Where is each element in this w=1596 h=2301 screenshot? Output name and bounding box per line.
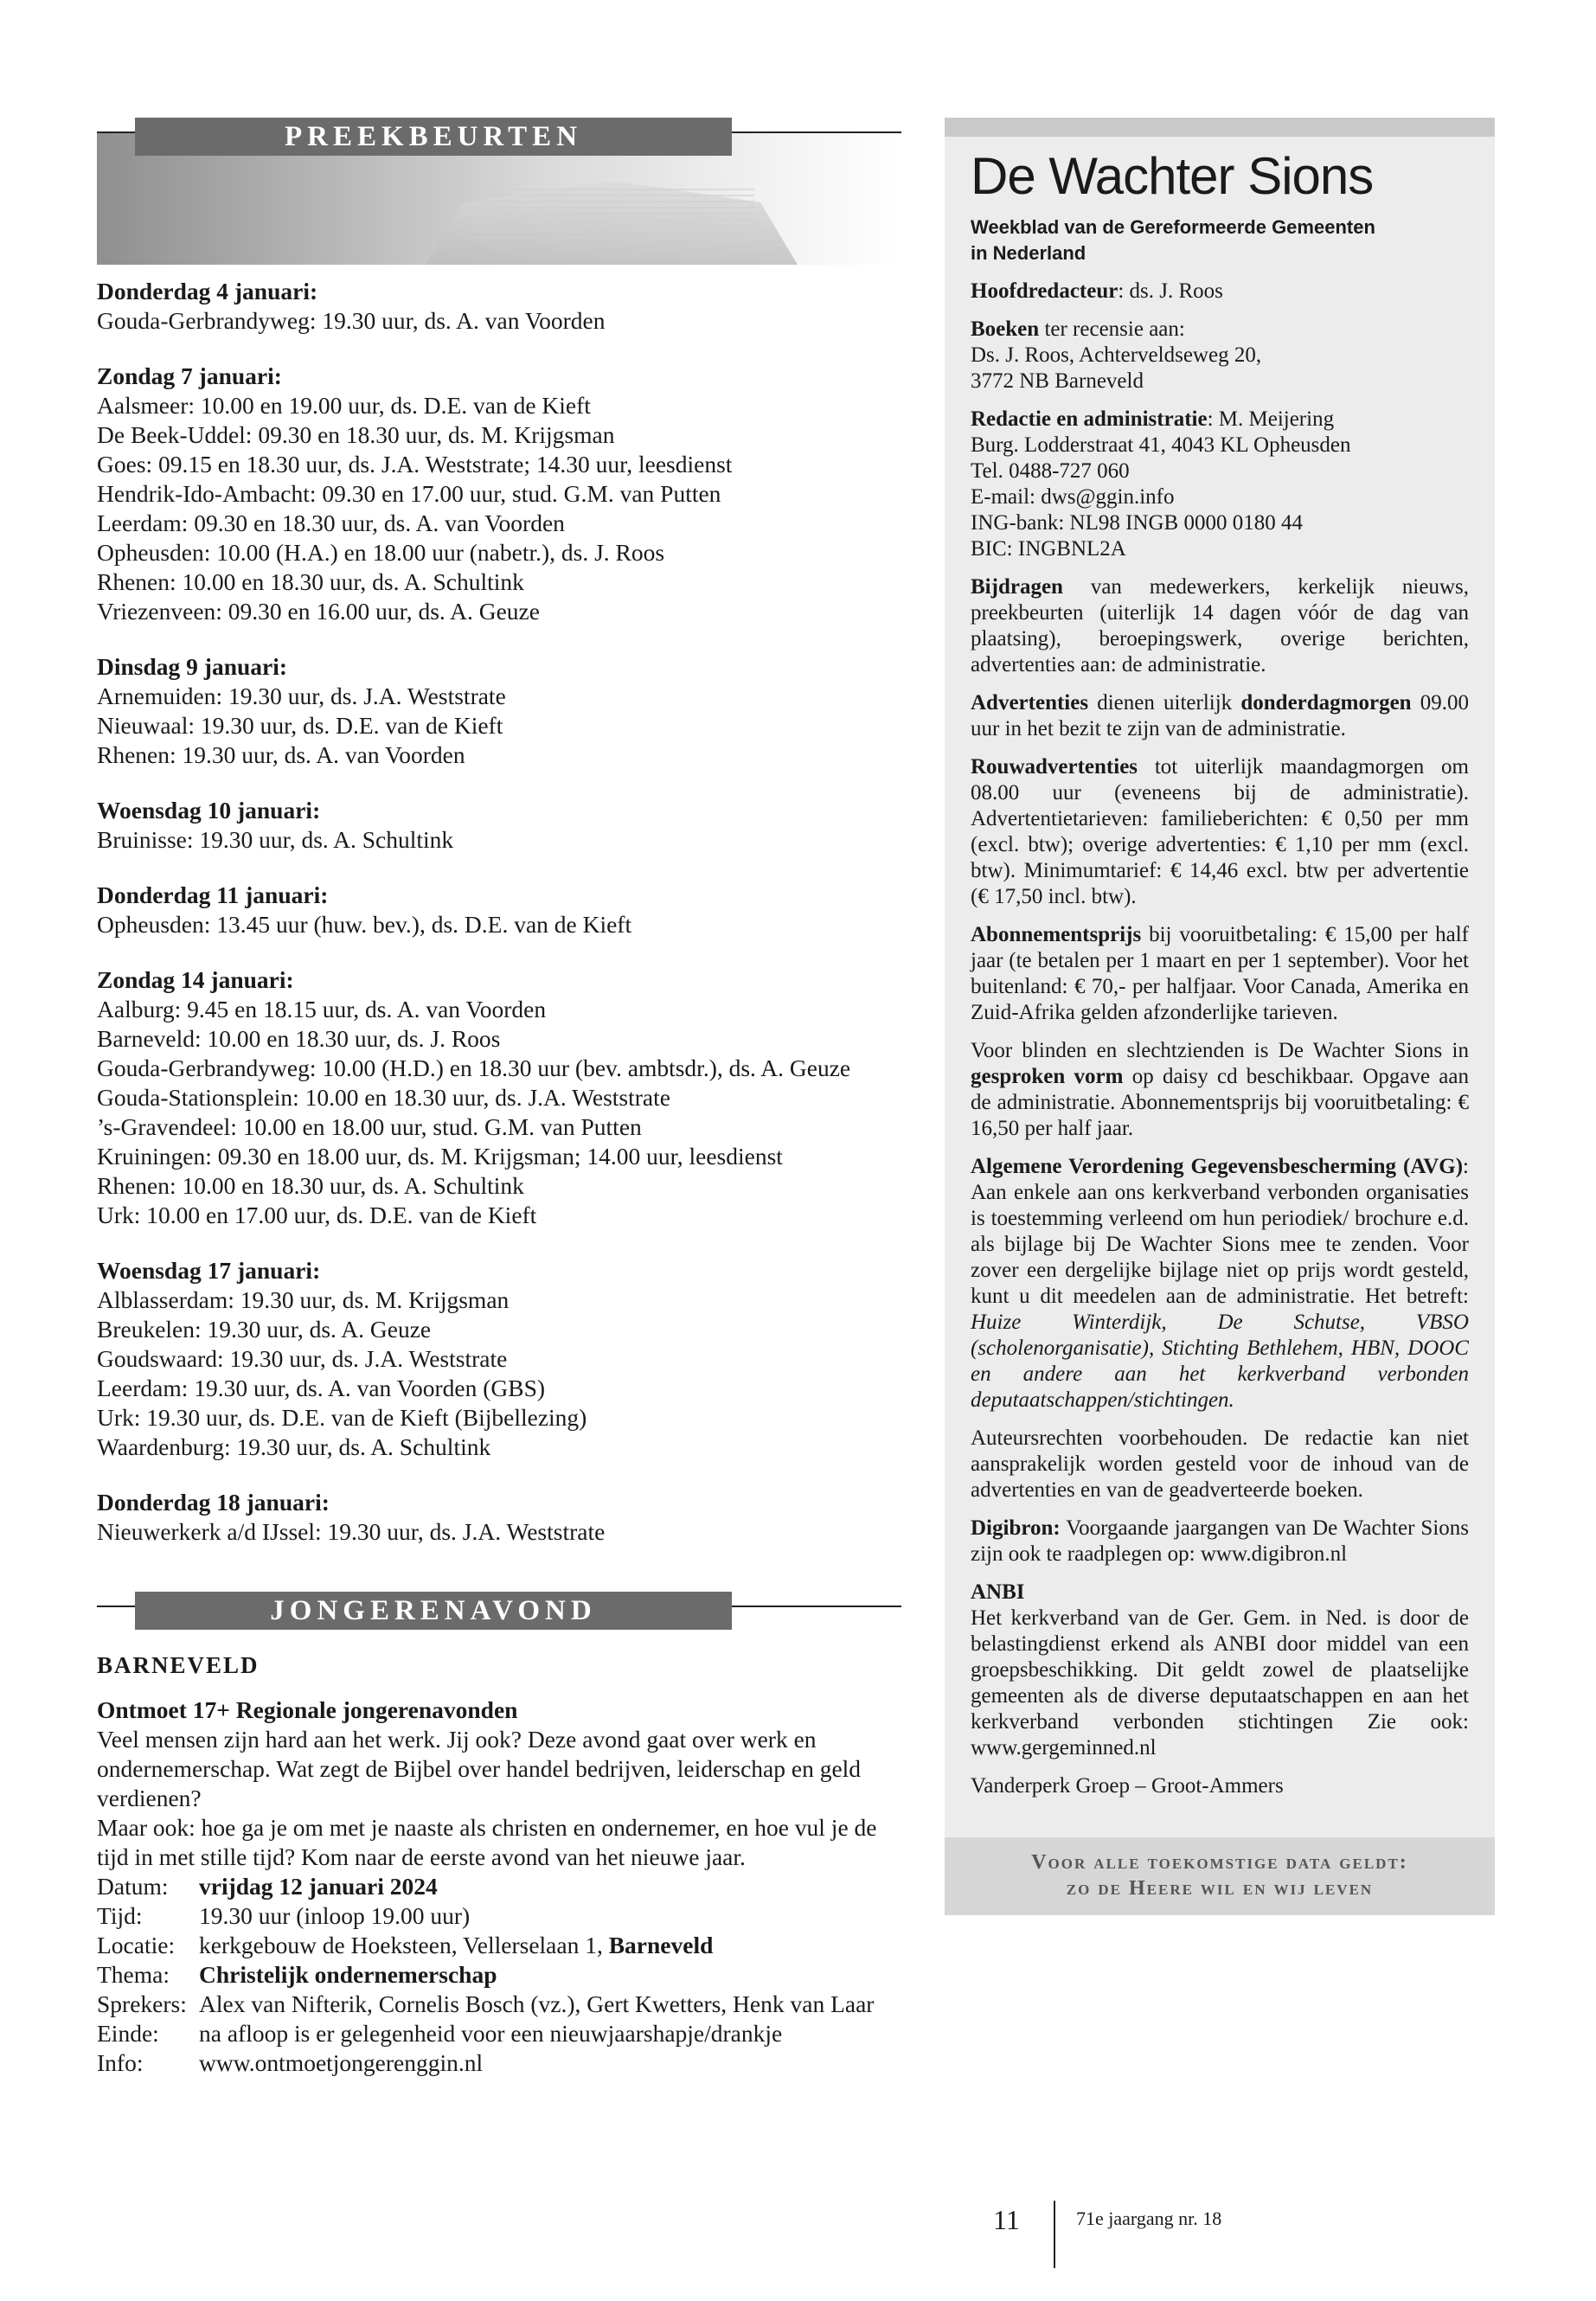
subscription-price: Abonnementsprijs bij vooruitbetaling: € 15,00 per half jaar (te betalen per 1 maart en per 1 september). Voor het buitenland: € 70,- per halfjaar. Voor Canada, Amerika en Zuid-Afrika gelden afzonderlijke tarieven.: [971, 923, 1469, 1024]
event-time-row: Tijd: 19.30 uur (inloop 19.00 uur): [97, 1901, 901, 1931]
service-day: [97, 796, 901, 855]
event-end-row: Einde: na afloop is er gelegenheid voor een nieuwjaarshapje/drankje: [97, 2019, 901, 2048]
service-line: Rhenen: 10.00 en 18.30 uur, ds. A. Schultink: [97, 568, 524, 595]
preekbeurten-heading: PREEKBEURTEN: [135, 118, 732, 156]
service-line: Hendrik-Ido-Ambacht: 09.30 en 17.00 uur, stud. G.M. van Putten: [97, 480, 721, 507]
service-line: Goudswaard: 19.30 uur, ds. J.A. Weststrate: [97, 1345, 508, 1372]
advertisements: Advertenties dienen uiterlijk donderdagmorgen 09.00 uur in het bezit te zijn van de administratie.: [971, 691, 1470, 740]
event-date: vrijdag 12 januari 2024: [199, 1873, 438, 1900]
issue-label: 71e jaargang nr. 18: [1076, 2208, 1222, 2229]
service-day: [97, 965, 901, 1230]
service-line: Leerdam: 19.30 uur, ds. A. van Voorden (GBS): [97, 1375, 546, 1401]
service-line: Kruiningen: 09.30 en 18.00 uur, ds. M. Krijgsman; 14.00 uur, leesdienst: [97, 1143, 783, 1170]
service-day: [97, 277, 901, 336]
service-line: Nieuwaal: 19.30 uur, ds. D.E. van de Kieft: [97, 712, 503, 739]
audio-edition: Voor blinden en slechtzienden is De Wachter Sions in gesproken vorm op daisy cd beschikbaar. Opgave aan de administratie. Abonnementsprijs bij vooruitbetaling: € 16,50 per half jaar.: [971, 1039, 1470, 1140]
service-line: Aalsmeer: 10.00 en 19.00 uur, ds. D.E. van de Kieft: [97, 392, 591, 419]
service-line: Opheusden: 10.00 (H.A.) en 18.00 uur (nabetr.), ds. J. Roos: [97, 539, 665, 566]
left-column: [97, 111, 901, 2078]
event-theme-row: Thema: Christelijk ondernemerschap: [97, 1960, 901, 1990]
service-day-title: Zondag 14 januari:: [97, 966, 294, 993]
service-day-title: Zondag 7 januari:: [97, 362, 282, 389]
service-line: Goes: 09.15 en 18.30 uur, ds. J.A. Weststrate; 14.30 uur, leesdienst: [97, 451, 733, 478]
event-theme: Christelijk ondernemerschap: [199, 1961, 497, 1988]
service-line: Rhenen: 10.00 en 18.30 uur, ds. A. Schultink: [97, 1172, 524, 1199]
event-speakers: Alex van Nifterik, Cornelis Bosch (vz.), Gert Kwetters, Henk van Laar: [199, 1990, 875, 2017]
anbi: ANBI Het kerkverband van de Ger. Gem. in Ned. is door de belastingdienst erkend als ANBI door middel van een groepsbeschikking. Dit geldt zowel de plaatselijke gemeenten als de diverse deputaatschappen en aan het kerkverband verbonden stichtingen Zie ook: www.gergeminned.nl: [971, 1580, 1469, 1759]
service-line: Urk: 10.00 en 17.00 uur, ds. D.E. van de Kieft: [97, 1202, 537, 1228]
event-info-row: Info: www.ontmoetjongerenggin.nl: [97, 2048, 901, 2078]
event-location-row: Locatie: kerkgebouw de Hoeksteen, Vellerselaan 1, Barneveld: [97, 1931, 901, 1960]
masthead-column: [945, 118, 1495, 1915]
service-line: Alblasserdam: 19.30 uur, ds. M. Krijgsman: [97, 1286, 510, 1313]
digibron: Digibron: Voorgaande jaargangen van De Wachter Sions zijn ook te raadplegen op: www.digibron.nl: [971, 1516, 1469, 1566]
event-info-link[interactable]: www.ontmoetjongerenggin.nl: [199, 2049, 484, 2076]
mourning-ads: Rouwadvertenties tot uiterlijk maandagmorgen om 08.00 uur (eveneens bij de administratie). Advertentietarieven: familieberichten: € 0,50 per mm (excl. btw); overige advertenties: € 1,10 per mm (excl. btw). Minimumtarief: € 14,46 excl. btw per advertentie (€ 17,50 incl. btw).: [971, 755, 1469, 908]
service-line: Breukelen: 19.30 uur, ds. A. Geuze: [97, 1316, 432, 1343]
service-line: De Beek-Uddel: 09.30 en 18.30 uur, ds. M. Krijgsman: [97, 421, 615, 448]
service-line: Vriezenveen: 09.30 en 16.00 uur, ds. A. Geuze: [97, 598, 540, 625]
service-line: Barneveld: 10.00 en 18.30 uur, ds. J. Roos: [97, 1025, 501, 1052]
event-title: Ontmoet 17+ Regionale jongerenavonden: [97, 1696, 518, 1723]
preekbeurten-banner: [97, 111, 901, 265]
event-intro-2: Maar ook: hoe ga je om met je naaste als christen en ondernemer, en hoe vul je de tijd in met stille tijd? Kom naar de eerste avond van het nieuwe jaar.: [97, 1814, 877, 1870]
editorial-admin: Redactie en administratie: M. Meijering Burg. Lodderstraat 41, 4043 KL Opheusden Tel. 0488-727 060 E-mail: dws@ggin.info ING-bank: NL98 INGB 0000 0180 44 BIC: INGBNL2A: [971, 407, 1469, 562]
jongerenavond-section: [97, 1585, 901, 2078]
service-line: Urk: 19.30 uur, ds. D.E. van de Kieft (Bijbellezing): [97, 1404, 587, 1431]
service-line: Gouda-Gerbrandyweg: 19.30 uur, ds. A. van Voorden: [97, 307, 606, 334]
event-location: kerkgebouw de Hoeksteen, Vellerselaan 1, Barneveld: [199, 1932, 714, 1958]
service-day-title: Donderdag 18 januari:: [97, 1489, 330, 1516]
page-number: 11: [993, 2204, 1020, 2235]
service-line: Rhenen: 19.30 uur, ds. A. van Voorden: [97, 741, 465, 768]
service-line: Arnemuiden: 19.30 uur, ds. J.A. Weststrate: [97, 683, 506, 709]
service-line: Gouda-Gerbrandyweg: 10.00 (H.D.) en 18.30 uur (bev. ambtsdr.), ds. A. Geuze: [97, 1054, 851, 1081]
event-speakers-row: Sprekers: Alex van Nifterik, Cornelis Bosch (vz.), Gert Kwetters, Henk van Laar: [97, 1990, 901, 2019]
service-line: Leerdam: 09.30 en 18.30 uur, ds. A. van Voorden: [97, 510, 565, 536]
admin-email[interactable]: E-mail: dws@ggin.info: [971, 485, 1175, 509]
service-day-title: Woensdag 17 januari:: [97, 1257, 321, 1284]
jongerenavond-banner: [97, 1585, 901, 1628]
service-day-title: Donderdag 4 januari:: [97, 278, 318, 304]
motto-box: Voor alle toekomstige data geldt: zo de Heere wil en wij leven: [945, 1837, 1495, 1915]
books-review: Boeken ter recensie aan: Ds. J. Roos, Achterveldseweg 20, 3772 NB Barneveld: [971, 317, 1262, 393]
printer: Vanderperk Groep – Groot-Ammers: [971, 1774, 1284, 1798]
service-day: [97, 881, 901, 939]
editor-in-chief: Hoofdredacteur: ds. J. Roos: [971, 279, 1223, 303]
event-end: na afloop is er gelegenheid voor een nieuwjaarshapje/drankje: [199, 2020, 783, 2047]
event-intro: Veel mensen zijn hard aan het werk. Jij ook? Deze avond gaat over werk en ondernemerschap. Wat zegt de Bijbel over handel bedrijven, leiderschap en geld verdienen?: [97, 1726, 862, 1811]
service-line: Nieuwerkerk a/d IJssel: 19.30 uur, ds. J.A. Weststrate: [97, 1518, 606, 1545]
event-date-row: Datum: vrijdag 12 januari 2024: [97, 1872, 901, 1901]
service-day: [97, 652, 901, 770]
service-day-title: Donderdag 11 januari:: [97, 881, 329, 908]
service-line: Bruinisse: 19.30 uur, ds. A. Schultink: [97, 826, 454, 853]
contributions: Bijdragen van medewerkers, kerkelijk nieuws, preekbeurten (uiterlijk 14 dagen vóór de dag van plaatsing), beroepingswerk, overige berichten, advertenties aan: de administratie.: [971, 575, 1469, 676]
copyright: Auteursrechten voorbehouden. De redactie kan niet aansprakelijk worden gesteld voor de inhoud van de advertenties en van de geadverteerde boeken.: [971, 1426, 1469, 1502]
service-line: ’s-Gravendeel: 10.00 en 18.00 uur, stud. G.M. van Putten: [97, 1113, 642, 1140]
service-day: [97, 362, 901, 626]
service-line: Aalburg: 9.45 en 18.15 uur, ds. A. van Voorden: [97, 996, 547, 1022]
masthead-subtitle: Weekblad van de Gereformeerde Gemeenten in Nederland: [971, 216, 1375, 264]
avg-notice: Algemene Verordening Gegevensbescherming (AVG): Aan enkele aan ons kerkverband verbonden organisaties is toestemming verleend om hun periodiek/ brochure e.d. als bijlage bij De Wachter Sions mee te zenden. Voor zover een dergelijke bijlage niet op prijs wordt gesteld, kunt u dit meedelen aan de administratie. Het betreft: Huize Winterdijk, De Schutse, VBSO (scholenorganisatie), Stichting Bethlehem, HBN, DOOC en andere aan het kerkverband verbonden deputaatschappen/stichtingen.: [971, 1155, 1469, 1412]
service-line: Waardenburg: 19.30 uur, ds. A. Schultink: [97, 1433, 491, 1460]
masthead-title: De Wachter Sions: [971, 147, 1374, 205]
service-day: [97, 1488, 901, 1547]
service-line: Gouda-Stationsplein: 10.00 en 18.30 uur, ds. J.A. Weststrate: [97, 1084, 670, 1111]
service-schedule: [97, 277, 901, 1547]
service-day-title: Dinsdag 9 januari:: [97, 653, 288, 680]
service-line: Opheusden: 13.45 uur (huw. bev.), ds. D.E. van de Kieft: [97, 911, 632, 938]
place-heading: BARNEVELD: [97, 1652, 260, 1678]
event-time: 19.30 uur (inloop 19.00 uur): [199, 1902, 471, 1929]
jongerenavond-heading: JONGERENAVOND: [135, 1592, 732, 1630]
service-day-title: Woensdag 10 januari:: [97, 797, 321, 824]
service-day: [97, 1256, 901, 1462]
